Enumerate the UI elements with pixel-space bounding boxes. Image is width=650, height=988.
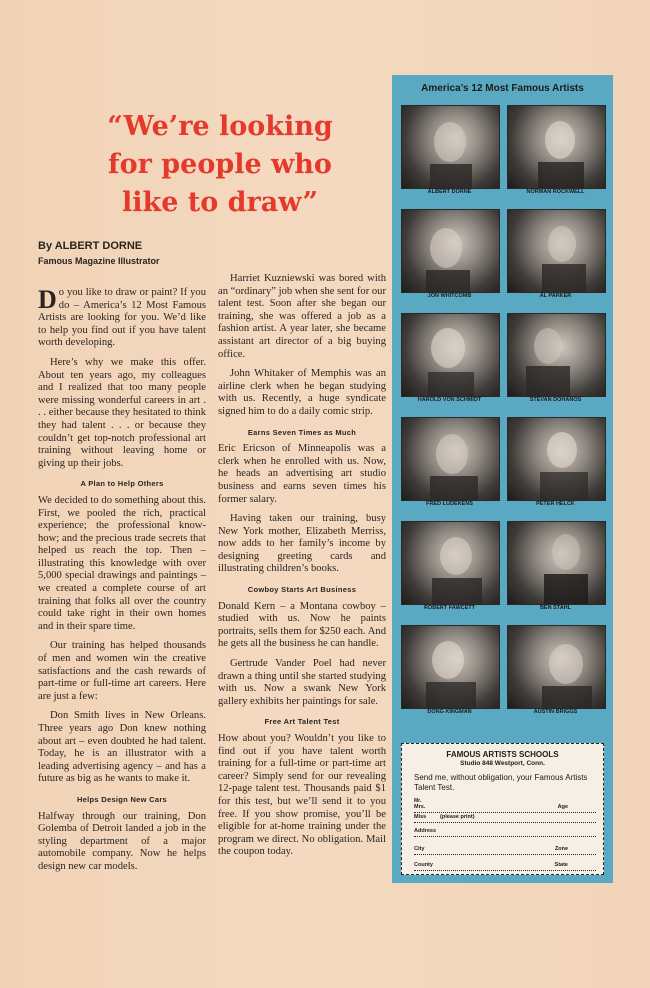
article-paragraph: Having taken our training, busy New York mother, Elizabeth Merriss, now adds to her family’s income by designing greeting cards and illustrating children’s books. — [218, 513, 386, 575]
artist-photo — [401, 209, 500, 293]
article-paragraph: Here’s why we make this offer. About ten years ago, my colleagues and I realized that too many people were missing wonderful careers in art . . . either because they hesitated to think they had talent . . . or because they couldn’t get top-notch professional art training without leaving home or giving up their jobs. — [38, 356, 206, 469]
artist-card — [401, 313, 498, 409]
name-field-line-2[interactable] — [414, 814, 596, 823]
artist-photo — [507, 209, 606, 293]
article-column-1 — [38, 287, 206, 881]
panel-title: America’s 12 Most Famous Artists — [421, 83, 584, 94]
artist-photo — [507, 417, 606, 501]
artist-name: BEN STAHL — [539, 605, 572, 611]
subhead: A Plan to Help Others — [80, 479, 164, 489]
artist-card — [401, 625, 498, 721]
salutation-mr: Mr. — [414, 798, 422, 804]
artist-photo — [507, 521, 606, 605]
headline — [70, 108, 370, 222]
artist-photo — [401, 625, 500, 709]
artist-photo — [507, 625, 606, 709]
coupon-address: Studio 848 Westport, Conn. — [460, 760, 545, 767]
headline-line-2: for people who — [108, 149, 332, 180]
drop-cap: D — [38, 285, 57, 314]
article-paragraph: Halfway through our training, Don Golemba of Detroit landed a job in the styling department of a major automobile company. Now he helps design new car models. — [38, 810, 206, 872]
article-paragraph: Gertrude Vander Poel had never drawn a thing until she started studying with us. Now a swank New York gallery exhibits her paintings for sale. — [218, 658, 386, 707]
article-paragraph: Harriet Kuzniewski was bored with an “ordinary” job when she sent for our talent test. Soon after she began our training, she was offered a job as a fashion artist. A year later, she became assistant art director of a big buying office. — [218, 273, 386, 360]
artist-card — [401, 105, 498, 201]
salutation-miss: Miss — [414, 814, 427, 820]
artist-photo — [507, 313, 606, 397]
artist-card — [507, 313, 604, 409]
artist-name: NORMAN ROCKWELL — [526, 189, 585, 195]
state-label: State — [554, 862, 568, 868]
article-paragraph: Do you like to draw or paint? If you do – America’s 12 Most Famous Artists are looking for you. We’d like to help you find out if you have talent worth developing. — [38, 285, 206, 349]
article-column-2 — [218, 273, 386, 866]
salutation-mrs: Mrs. — [414, 804, 426, 810]
artist-card — [507, 105, 604, 201]
artist-card — [507, 625, 604, 721]
name-field[interactable] — [414, 804, 596, 813]
artist-photo — [401, 313, 500, 397]
address-label: Address — [414, 828, 437, 834]
artist-name: STEVAN DOHANOS — [529, 397, 582, 403]
artist-photo — [401, 105, 500, 189]
artist-card — [507, 521, 604, 617]
artist-name: ROBERT FAWCETT — [423, 605, 476, 611]
subhead: Helps Design New Cars — [76, 794, 168, 804]
famous-artists-panel — [392, 75, 613, 883]
coupon-title: FAMOUS ARTISTS SCHOOLS — [446, 750, 559, 759]
article-paragraph: Eric Ericson of Minneapolis was a clerk when he enrolled with us. Now, he heads an advertising art studio business and earns seven times his former salary. — [218, 443, 386, 505]
artist-name: JON WHITCOMB — [427, 293, 472, 299]
article-paragraph: Donald Kern – a Montana cowboy – studied with us. Now he paints portraits, sells them for $250 each. And he gets all the business he can handle. — [218, 600, 386, 650]
zone-label: Zone — [554, 846, 568, 852]
subhead: Cowboy Starts Art Business — [247, 585, 357, 595]
headline-line-3: like to draw” — [121, 187, 319, 218]
county-label: County — [414, 862, 433, 868]
article-paragraph: Our training has helped thousands of men and women win the creative satisfactions and the cash rewards of part-time or full-time art careers. Here are just a few: — [38, 640, 206, 702]
print-note: (please print) — [440, 814, 475, 820]
subhead: Free Art Talent Test — [264, 717, 340, 727]
article-paragraph: Don Smith lives in New Orleans. Three years ago Don knew nothing about art – even doubted he had talent. Today, he is an illustrator with a leading advertising agency – and has a future as big as he wants to make it. — [38, 710, 206, 785]
artist-name: PETER HELCK — [536, 501, 575, 507]
artist-name: DONG KINGMAN — [427, 709, 472, 715]
article-paragraph: How about you? Wouldn’t you like to find out if you have talent worth training for a full-time or part-time art career? Simply send for our revealing 12-page talent test. Thousands paid $1 for this test, but we’ll send it to you free. If you show promise, you’ll be eligible for at-home training under the program we direct. No obligation. Mail the coupon today. — [218, 733, 386, 858]
artist-card — [401, 521, 498, 617]
article-paragraph: We decided to do something about this. First, we pooled the rich, practical experience; the professional know-how; and the precious trade secrets that helped us reach the top. Then – illustrating this knowledge with over 5,000 special drawings and paintings – we created a complete course of art training that folks all over the country could take right in their own homes and in their spare time. — [38, 494, 206, 632]
artist-card — [507, 417, 604, 513]
city-label: City — [414, 846, 425, 852]
artist-name: AUSTIN BRIGGS — [533, 709, 578, 715]
county-field[interactable] — [414, 862, 596, 871]
address-field[interactable] — [414, 828, 596, 837]
artist-photo — [401, 417, 500, 501]
article-paragraph: John Whitaker of Memphis was an airline clerk when he began studying with us. Recently, a huge syndicate signed him to do a daily comic strip. — [218, 368, 386, 417]
age-label: Age — [557, 804, 568, 810]
coupon-text: Send me, without obligation, your Famous Artists Talent Test. — [414, 773, 588, 792]
artist-card — [401, 417, 498, 513]
mail-coupon — [401, 743, 604, 875]
artist-photo — [507, 105, 606, 189]
artist-name: ALBERT DORNE — [427, 189, 472, 195]
artist-name: AL PARKER — [539, 293, 572, 299]
artist-card — [507, 209, 604, 305]
artist-name: FRED LUDEKENS — [426, 501, 473, 507]
subhead: Earns Seven Times as Much — [247, 427, 357, 437]
byline-role: Famous Magazine Illustrator — [38, 256, 160, 266]
byline — [38, 240, 218, 266]
artist-name: HAROLD VON SCHMIDT — [417, 397, 482, 403]
artist-photo — [401, 521, 500, 605]
artist-card — [401, 209, 498, 305]
headline-line-1: “We’re looking — [107, 111, 333, 142]
city-field[interactable] — [414, 846, 596, 855]
byline-author: By ALBERT DORNE — [38, 240, 143, 252]
